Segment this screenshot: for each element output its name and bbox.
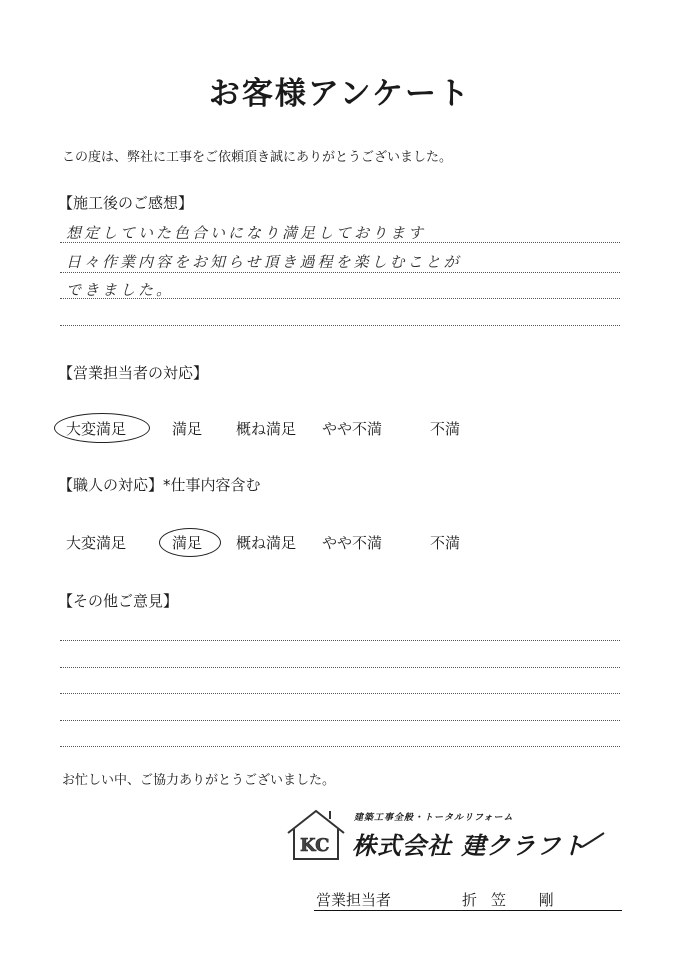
dotted-rule xyxy=(60,746,620,747)
dotted-rule xyxy=(60,640,620,641)
company-tagline: 建築工事全般・トータルリフォーム xyxy=(354,813,514,823)
sales-rep-option-satisfied[interactable]: 満足 xyxy=(172,420,203,438)
craftsman-option-dissatisfied[interactable]: 不満 xyxy=(430,534,461,552)
signature-label: 営業担当者 xyxy=(316,891,392,909)
craftsman-option-mostly-satisfied[interactable]: 概ね満足 xyxy=(236,534,297,552)
dotted-rule xyxy=(60,720,620,721)
handwritten-line: 想定していた色合いになり満足しております xyxy=(66,224,427,242)
signature-name: 折笠 剛 xyxy=(462,891,568,909)
signature-line xyxy=(314,910,622,911)
craftsman-heading: 【職人の対応】*仕事内容含む xyxy=(58,476,261,494)
intro-text: この度は、弊社に工事をご依頼頂き誠にありがとうございました。 xyxy=(62,150,453,165)
impressions-heading: 【施工後のご感想】 xyxy=(58,194,194,212)
craftsman-option-very-satisfied[interactable]: 大変満足 xyxy=(66,534,127,552)
other-heading: 【その他ご意見】 xyxy=(58,592,179,610)
handwritten-line: 日々作業内容をお知らせ頂き過程を楽しむことが xyxy=(66,253,462,271)
sales-rep-heading: 【営業担当者の対応】 xyxy=(58,364,209,382)
page-title: お客様アンケート xyxy=(208,76,472,112)
handwritten-line: できました。 xyxy=(66,281,175,299)
dotted-rule xyxy=(60,298,620,299)
dotted-rule xyxy=(60,667,620,668)
sales-rep-option-dissatisfied[interactable]: 不満 xyxy=(430,420,461,438)
sales-rep-option-somewhat-dissatisfied[interactable]: やや不満 xyxy=(322,420,383,438)
craftsman-option-satisfied[interactable]: 満足 xyxy=(172,534,203,552)
dotted-rule xyxy=(60,242,620,243)
craftsman-option-somewhat-dissatisfied[interactable]: やや不満 xyxy=(322,534,383,552)
company-name: 株式会社 建クラフト xyxy=(352,832,587,860)
dotted-rule xyxy=(60,693,620,694)
sales-rep-option-mostly-satisfied[interactable]: 概ね満足 xyxy=(236,420,297,438)
logo-mark: KC xyxy=(300,835,330,856)
dotted-rule xyxy=(60,325,620,326)
dotted-rule xyxy=(60,272,620,273)
sales-rep-option-very-satisfied[interactable]: 大変満足 xyxy=(66,420,127,438)
closing-text: お忙しい中、ご協力ありがとうございました。 xyxy=(62,773,336,788)
